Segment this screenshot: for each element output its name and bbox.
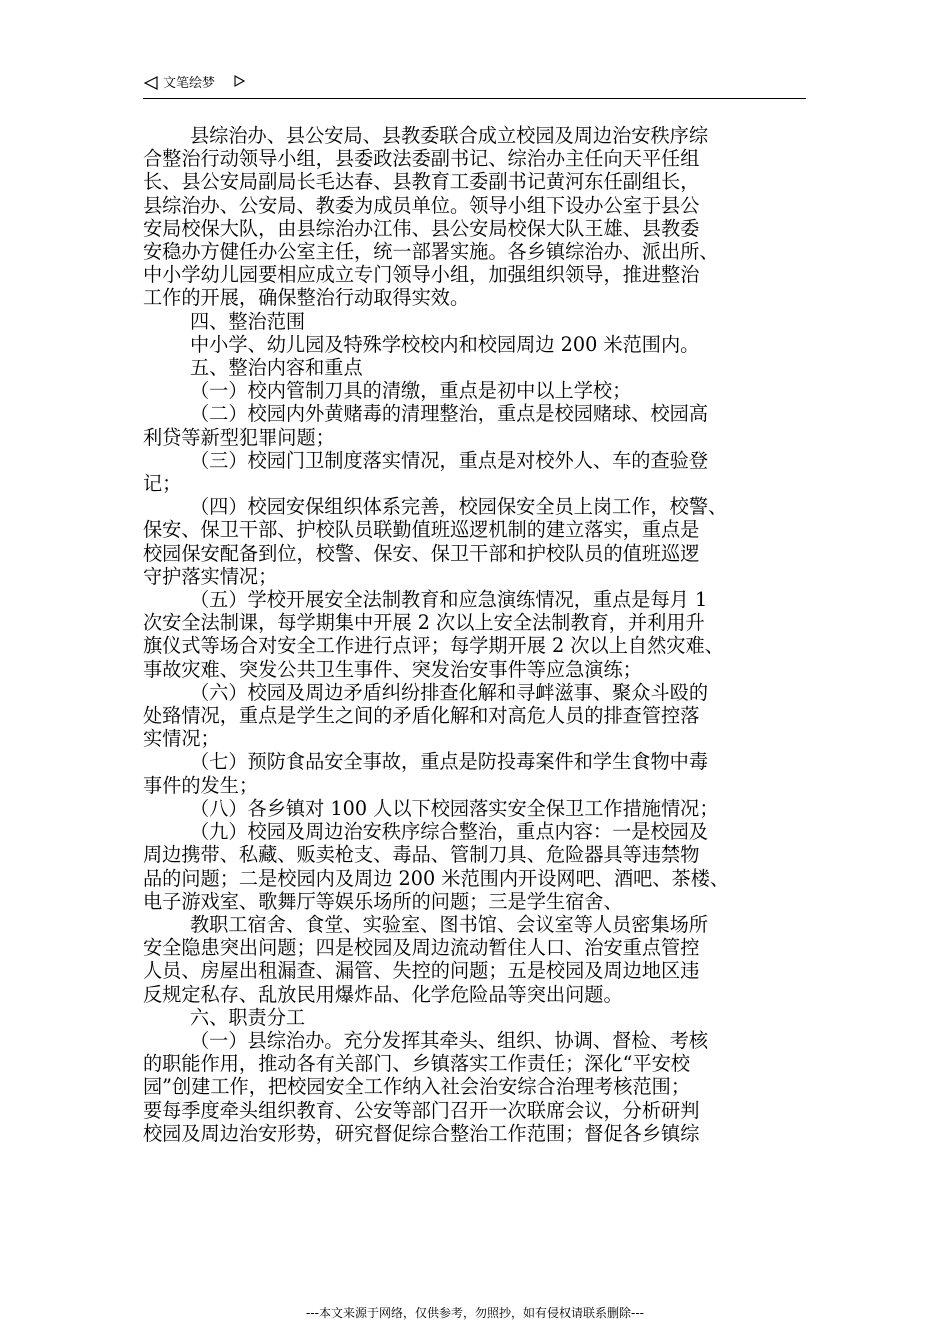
text-line: 校园保安配备到位，校警、保安、保卫干部和护校队员的值班巡逻 bbox=[143, 541, 700, 565]
text-line: 次安全法制课，每学期集中开展 2 次以上安全法制教育，并利用升 bbox=[143, 611, 705, 635]
body-text bbox=[143, 124, 823, 1145]
text-line: 处臵情况，重点是学生之间的矛盾化解和对高危人员的排查管控落 bbox=[143, 704, 700, 728]
text-line: 县综治办、县公安局、县教委联合成立校园及周边治安秩序综 bbox=[190, 124, 709, 147]
text-line: （一）县综治办。充分发挥其牵头、组织、协调、督检、考核 bbox=[190, 1028, 709, 1052]
text-line: 旗仪式等场合对安全工作进行点评；每学期开展 2 次以上自然灾难、 bbox=[143, 634, 724, 658]
page-footer-disclaimer: ---本文来源于网络，仅供参考，勿照抄，如有侵权请联系删除--- bbox=[306, 1306, 644, 1320]
text-line: 安稳办方健任办公室主任，统一部署实施。各乡镇综治办、派出所、 bbox=[143, 240, 719, 264]
header-brand: 文笔绘梦 bbox=[163, 76, 216, 91]
text-line: 长、县公安局副局长毛达春、县教育工委副书记黄河东任副组长， bbox=[143, 170, 700, 194]
text-line: 记； bbox=[143, 472, 182, 496]
text-line: 要每季度牵头组织教育、公安等部门召开一次联席会议，分析研判 bbox=[143, 1098, 700, 1122]
text-line: （六）校园及周边矛盾纠纷排查化解和寻衅滋事、聚众斗殴的 bbox=[190, 680, 709, 704]
section-heading: 四、整治范围 bbox=[190, 309, 306, 333]
text-line: 园”创建工作，把校园安全工作纳入社会治安综合治理考核范围； bbox=[143, 1075, 691, 1099]
text-line: （七）预防食品安全事故，重点是防投毒案件和学生食物中毒 bbox=[190, 750, 709, 774]
text-line: 保安、保卫干部、护校队员联勤值班巡逻机制的建立落实，重点是 bbox=[143, 518, 700, 542]
text-line: 教职工宿舍、食堂、实验室、图书馆、会议室等人员密集场所 bbox=[190, 912, 709, 936]
text-line: 安全隐患突出问题；四是校园及周边流动暂住人口、治安重点管控 bbox=[143, 936, 700, 960]
text-line: 工作的开展，确保整治行动取得实效。 bbox=[143, 286, 470, 310]
page-header bbox=[143, 72, 806, 99]
text-line: （三）校园门卫制度落实情况，重点是对校外人、车的查验登 bbox=[190, 448, 709, 472]
text-line: 合整治行动领导小组，县委政法委副书记、综治办主任向天平任组 bbox=[143, 147, 700, 171]
text-line: （五）学校开展安全法制教育和应急演练情况，重点是每月 1 bbox=[190, 588, 708, 612]
triangle-right-icon bbox=[234, 75, 245, 87]
text-line: 人员、房屋出租漏查、漏管、失控的问题；五是校园及周边地区违 bbox=[143, 959, 700, 983]
section-heading: 五、整治内容和重点 bbox=[190, 356, 363, 380]
text-line: 周边携带、私藏、贩卖枪支、毒品、管制刀具、危险器具等违禁物 bbox=[143, 843, 700, 867]
section-heading: 六、职责分工 bbox=[190, 1005, 306, 1029]
text-line: （八）各乡镇对 100 人以下校园落实安全保卫工作措施情况； bbox=[190, 796, 719, 820]
text-line: 中小学、幼儿园及特殊学校校内和校园周边 200 米范围内。 bbox=[190, 332, 700, 356]
text-line: 实情况； bbox=[143, 727, 220, 751]
text-line: （二）校园内外黄赌毒的清理整治，重点是校园赌球、校园高 bbox=[190, 402, 709, 426]
triangle-left-icon bbox=[144, 76, 158, 90]
text-line: 县综治办、公安局、教委为成员单位。领导小组下设办公室于县公 bbox=[143, 193, 700, 217]
text-line: 品的问题；二是校园内及周边 200 米范围内开设网吧、酒吧、茶楼、 bbox=[143, 866, 730, 890]
text-line: （一）校内管制刀具的清缴，重点是初中以上学校； bbox=[190, 379, 632, 403]
text-line: 安局校保大队，由县综治办江伟、县公安局校保大队王雄、县教委 bbox=[143, 216, 700, 240]
text-line: 电子游戏室、歌舞厅等娱乐场所的问题；三是学生宿舍、 bbox=[143, 889, 623, 913]
text-line: 事故灾难、突发公共卫生事件、突发治安事件等应急演练； bbox=[143, 657, 642, 681]
text-line: 的职能作用，推动各有关部门、乡镇落实工作责任；深化“平安校 bbox=[143, 1052, 691, 1076]
text-line: （九）校园及周边治安秩序综合整治，重点内容：一是校园及 bbox=[190, 820, 709, 844]
text-line: 反规定私存、乱放民用爆炸品、化学危险品等突出问题。 bbox=[143, 982, 623, 1006]
text-line: 守护落实情况； bbox=[143, 564, 278, 588]
text-line: 校园及周边治安形势，研究督促综合整治工作范围；督促各乡镇综 bbox=[143, 1121, 700, 1145]
text-line: （四）校园安保组织体系完善，校园保安全员上岗工作，校警、 bbox=[190, 495, 728, 519]
text-line: 事件的发生； bbox=[143, 773, 259, 797]
text-line: 利贷等新型犯罪问题； bbox=[143, 425, 335, 449]
text-line: 中小学幼儿园要相应成立专门领导小组，加强组织领导，推进整治 bbox=[143, 263, 700, 287]
